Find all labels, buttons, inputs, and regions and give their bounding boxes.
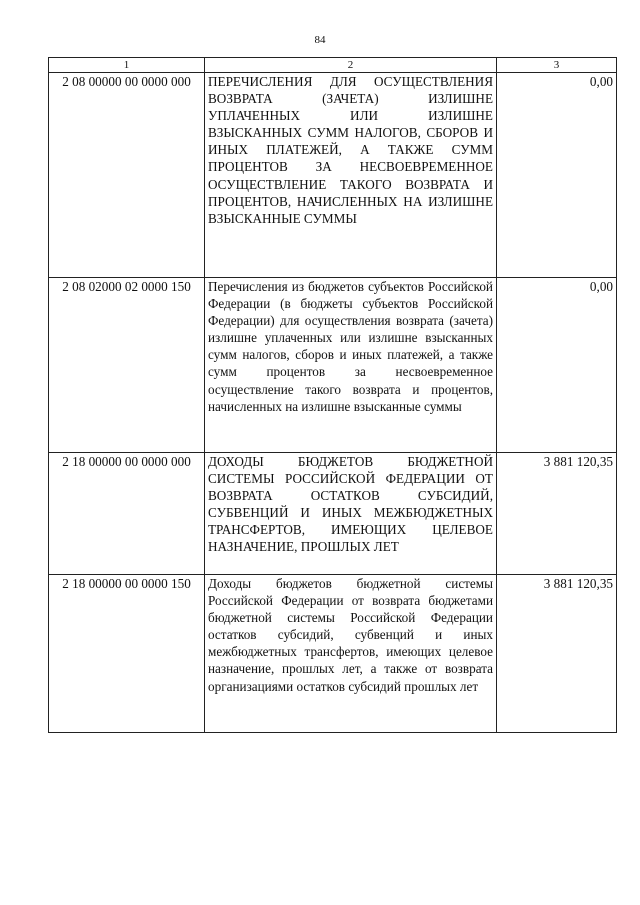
table-row xyxy=(49,575,617,733)
row-name: ДОХОДЫ БЮДЖЕТОВ БЮДЖЕТНОЙ СИСТЕМЫ РОССИЙСКОЙ ФЕДЕРАЦИИ ОТ ВОЗВРАТА ОСТАТКОВ СУБСИДИЙ, СУБВЕНЦИЙ И ИНЫХ МЕЖБЮДЖЕТНЫХ ТРАНСФЕРТОВ, ИМЕЮЩИХ ЦЕЛЕВОЕ НАЗНАЧЕНИЕ, ПРОШЛЫХ ЛЕТ xyxy=(205,453,497,575)
row-name: Перечисления из бюджетов субъектов Российской Федерации (в бюджеты субъектов Российской Федерации) для осуществления возврата (зачета) излишне уплаченных или излишне взысканных сумм налогов, сборов и иных платежей, а также сумм процентов за несвоевременное осуществление такого возврата и процентов, начисленных на излишне взысканные суммы xyxy=(205,278,497,453)
budget-revenue-table xyxy=(48,57,617,733)
row-code: 2 08 02000 02 0000 150 xyxy=(49,278,205,453)
table-header-row xyxy=(49,58,617,73)
table-row xyxy=(49,453,617,575)
page-number: 84 xyxy=(314,34,326,46)
column-header-name: 2 xyxy=(205,58,497,73)
column-header-amount: 3 xyxy=(497,58,617,73)
row-code: 2 08 00000 00 0000 000 xyxy=(49,73,205,278)
table-row xyxy=(49,73,617,278)
column-header-code: 1 xyxy=(49,58,205,73)
row-amount: 0,00 xyxy=(497,278,617,453)
row-name: Доходы бюджетов бюджетной системы Российской Федерации от возврата бюджетами бюджетной системы Российской Федерации остатков субсидий, субвенций и иных межбюджетных трансфертов, имеющих целевое назначение, прошлых лет, а также от возврата организациями остатков субсидий прошлых лет xyxy=(205,575,497,733)
row-amount: 3 881 120,35 xyxy=(497,575,617,733)
row-code: 2 18 00000 00 0000 150 xyxy=(49,575,205,733)
table-row xyxy=(49,278,617,453)
row-code: 2 18 00000 00 0000 000 xyxy=(49,453,205,575)
row-amount: 0,00 xyxy=(497,73,617,278)
row-name: ПЕРЕЧИСЛЕНИЯ ДЛЯ ОСУЩЕСТВЛЕНИЯ ВОЗВРАТА (ЗАЧЕТА) ИЗЛИШНЕ УПЛАЧЕННЫХ ИЛИ ИЗЛИШНЕ ВЗЫСКАННЫХ СУММ НАЛОГОВ, СБОРОВ И ИНЫХ ПЛАТЕЖЕЙ, А ТАКЖЕ СУММ ПРОЦЕНТОВ ЗА НЕСВОЕВРЕМЕННОЕ ОСУЩЕСТВЛЕНИЕ ТАКОГО ВОЗВРАТА И ПРОЦЕНТОВ, НАЧИСЛЕННЫХ НА ИЗЛИШНЕ ВЗЫСКАННЫЕ СУММЫ xyxy=(205,73,497,278)
row-amount: 3 881 120,35 xyxy=(497,453,617,575)
